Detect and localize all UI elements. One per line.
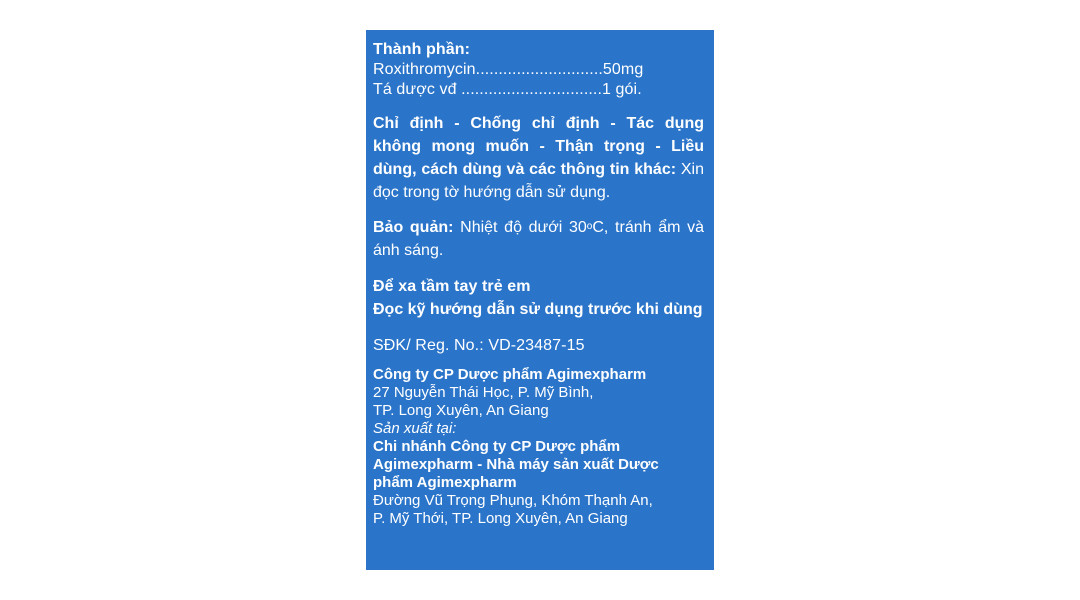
indications-normal-text: Xin đọc trong tờ hướng dẫn sử dụng. bbox=[373, 161, 704, 201]
composition-section bbox=[373, 40, 704, 100]
company-address-2: TP. Long Xuyên, An Giang bbox=[373, 402, 549, 419]
package-label-panel bbox=[366, 30, 714, 570]
warnings-section bbox=[373, 275, 704, 321]
warning-read-instructions: Đọc kỹ hướng dẫn sử dụng trước khi dùng bbox=[373, 301, 703, 318]
warning-keep-away: Để xa tầm tay trẻ em bbox=[373, 278, 531, 295]
storage-label: Bảo quản: bbox=[373, 219, 454, 236]
storage-section bbox=[373, 216, 704, 262]
company-section bbox=[373, 366, 704, 528]
degree-superscript: o bbox=[586, 221, 593, 232]
factory-address-1: Đường Vũ Trọng Phụng, Khóm Thạnh An, bbox=[373, 492, 653, 509]
indications-bold-text: Chỉ định - Chống chỉ định - Tác dụng không mong muốn - Thận trọng - Liều dùng, cách dùng và các thông tin khác: bbox=[373, 115, 704, 178]
made-at-label: Sản xuất tại: bbox=[373, 420, 457, 437]
factory-name-2: Agimexpharm - Nhà máy sản xuất Dược bbox=[373, 456, 659, 473]
company-address-1: 27 Nguyễn Thái Học, P. Mỹ Bình, bbox=[373, 384, 594, 401]
indications-section bbox=[373, 112, 704, 204]
factory-name-1: Chi nhánh Công ty CP Dược phẩm bbox=[373, 438, 621, 455]
factory-address-2: P. Mỹ Thới, TP. Long Xuyên, An Giang bbox=[373, 510, 628, 527]
storage-text-2: C, tránh ẩm và ánh sáng. bbox=[373, 219, 704, 259]
ingredient-active: Roxithromycin............................50mg bbox=[373, 61, 644, 78]
company-name: Công ty CP Dược phẩm Agimexpharm bbox=[373, 366, 647, 383]
storage-text-1: Nhiệt độ dưới 30 bbox=[453, 219, 587, 236]
factory-name-3: phẩm Agimexpharm bbox=[373, 474, 517, 491]
ingredient-excipient: Tá dược vđ ...............................1 gói. bbox=[373, 81, 642, 98]
composition-heading: Thành phần: bbox=[373, 41, 471, 58]
registration-number: SĐK/ Reg. No.: VD-23487-15 bbox=[373, 337, 585, 354]
